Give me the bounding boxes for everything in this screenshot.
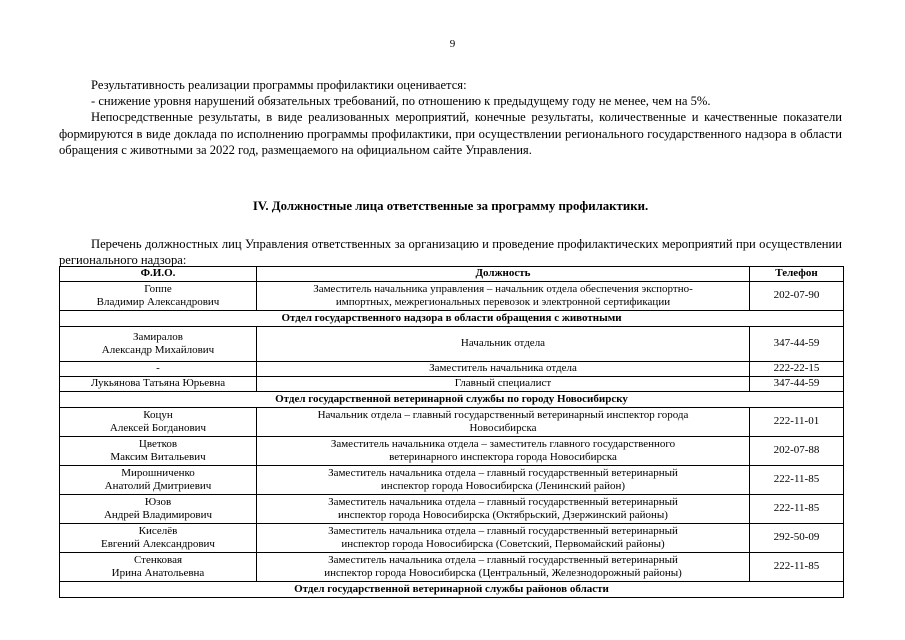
cell-position: Заместитель начальника отдела	[257, 362, 750, 377]
table-row	[60, 437, 844, 466]
table-header-row	[60, 267, 844, 282]
intro-text	[59, 77, 842, 158]
cell-name: Мирошниченко Анатолий Дмитриевич	[60, 466, 257, 495]
cell-phone: 222-22-15	[750, 362, 844, 377]
cell-phone: 222-11-85	[750, 466, 844, 495]
cell-name: Стенковая Ирина Анатольевна	[60, 553, 257, 582]
cell-phone: 222-11-01	[750, 408, 844, 437]
page-number: 9	[449, 38, 456, 50]
header-phone: Телефон	[750, 267, 844, 282]
section-row	[60, 311, 844, 327]
table-row	[60, 282, 844, 311]
intro-line-3: Непосредственные результаты, в виде реализованных мероприятий, конечные результаты, количественные и качественные показатели формируются в виде доклада по исполнению программы профилактики, при осуществлении регионального государственного надзора в области обращения с животными за 2022 год, размещаемого на официальном сайте Управления.	[59, 110, 842, 157]
cell-name: Коцун Алексей Богданович	[60, 408, 257, 437]
cell-position: Заместитель начальника отдела – главный государственный ветеринарный инспектор города Новосибирска (Ленинский район)	[257, 466, 750, 495]
intro-line-1: Результативность реализации программы профилактики оценивается:	[91, 78, 467, 92]
cell-name: Лукьянова Татьяна Юрьевна	[60, 377, 257, 392]
list-intro	[59, 236, 842, 268]
header-name: Ф.И.О.	[60, 267, 257, 282]
cell-position: Начальник отдела	[257, 327, 750, 362]
cell-name: Киселёв Евгений Александрович	[60, 524, 257, 553]
table-row	[60, 362, 844, 377]
cell-phone: 222-11-85	[750, 553, 844, 582]
table-row	[60, 408, 844, 437]
cell-phone: 202-07-88	[750, 437, 844, 466]
cell-name: Цветков Максим Витальевич	[60, 437, 257, 466]
table-row	[60, 327, 844, 362]
cell-name: Замиралов Александр Михайлович	[60, 327, 257, 362]
cell-position: Заместитель начальника отдела – главный государственный ветеринарный инспектор города Новосибирска (Советский, Первомайский районы)	[257, 524, 750, 553]
cell-phone: 222-11-85	[750, 495, 844, 524]
cell-phone: 292-50-09	[750, 524, 844, 553]
table-row	[60, 553, 844, 582]
section-row	[60, 392, 844, 408]
section-row	[60, 582, 844, 598]
cell-phone: 202-07-90	[750, 282, 844, 311]
cell-position: Заместитель начальника отдела – заместитель главного государственного ветеринарного инспектора города Новосибирска	[257, 437, 750, 466]
cell-phone: 347-44-59	[750, 327, 844, 362]
list-intro-text: Перечень должностных лиц Управления ответственных за организацию и проведение профилактических мероприятий при осуществлении регионального надзора:	[59, 237, 842, 268]
section-heading: Отдел государственной ветеринарной службы по городу Новосибирску	[60, 392, 844, 408]
section-heading: Отдел государственной ветеринарной службы районов области	[60, 582, 844, 598]
table-row	[60, 495, 844, 524]
section-title: IV. Должностные лица ответственные за программу профилактики.	[252, 199, 649, 213]
cell-position: Главный специалист	[257, 377, 750, 392]
table-row	[60, 524, 844, 553]
officials-table	[59, 266, 844, 598]
cell-name: Гоппе Владимир Александрович	[60, 282, 257, 311]
table-row	[60, 377, 844, 392]
intro-line-2: - снижение уровня нарушений обязательных требований, по отношению к предыдущему году не менее, чем на 5%.	[91, 94, 711, 109]
cell-name: -	[60, 362, 257, 377]
table-row	[60, 466, 844, 495]
header-position: Должность	[257, 267, 750, 282]
cell-name: Юзов Андрей Владимирович	[60, 495, 257, 524]
cell-position: Начальник отдела – главный государственный ветеринарный инспектор города Новосибирска	[257, 408, 750, 437]
cell-position: Заместитель начальника управления – начальник отдела обеспечения экспортно- импортных, межрегиональных перевозок и электронной сертификации	[257, 282, 750, 311]
cell-position: Заместитель начальника отдела – главный государственный ветеринарный инспектор города Новосибирска (Центральный, Железнодорожный районы)	[257, 553, 750, 582]
cell-position: Заместитель начальника отдела – главный государственный ветеринарный инспектор города Новосибирска (Октябрьский, Дзержинский районы)	[257, 495, 750, 524]
section-heading: Отдел государственного надзора в области обращения с животными	[60, 311, 844, 327]
cell-phone: 347-44-59	[750, 377, 844, 392]
